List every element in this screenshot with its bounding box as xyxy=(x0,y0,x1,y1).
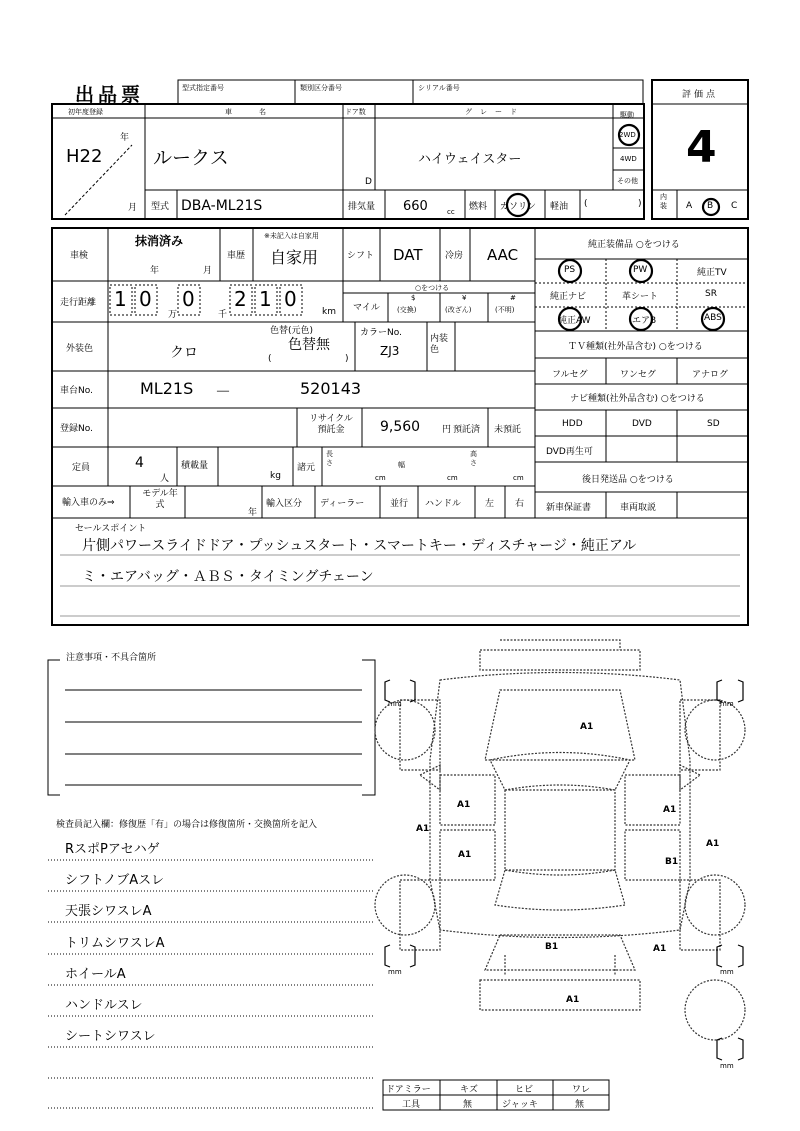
legend-tools: 工具 xyxy=(402,1100,421,1110)
damage-mark: A1 xyxy=(566,995,580,1005)
recycle-value: 9,560 xyxy=(380,419,421,435)
first-reg-label: 初年度登録 xyxy=(68,108,103,116)
damage-mark: A1 xyxy=(706,839,720,849)
equipment-item[interactable]: 純正AW xyxy=(558,316,591,326)
legend-jack-value: 無 xyxy=(575,1100,585,1110)
shift-value: DAT xyxy=(393,246,423,264)
import-label: 輸入車のみ⇒ xyxy=(62,498,115,508)
chassis-prefix: ML21S xyxy=(140,379,194,398)
inspector-item: ハンドルスレ xyxy=(65,998,143,1013)
capacity-label: 定員 xyxy=(72,463,91,473)
mileage-digit: 0 xyxy=(284,287,297,311)
model-value: DBA-ML21S xyxy=(181,198,263,214)
mileage-digit: 0 xyxy=(139,287,152,311)
damage-mark: B1 xyxy=(665,857,679,867)
height-unit: cm xyxy=(513,474,524,482)
later-item[interactable]: 車両取説 xyxy=(620,503,657,513)
recycle-not-deposited[interactable]: 未預託 xyxy=(494,425,522,435)
inspector-item: RスポPアセハゲ xyxy=(65,842,160,857)
disp-label: 排気量 xyxy=(348,202,376,212)
interior-a[interactable]: A xyxy=(686,201,693,211)
damage-mark: A1 xyxy=(663,805,677,815)
first-reg-era: H22 xyxy=(66,146,103,167)
inspector-item: ホイールA xyxy=(65,967,126,982)
recycle-unit: 円 xyxy=(442,425,452,435)
equipment-title: 純正装備品 ○をつける xyxy=(588,240,680,250)
handle-label: ハンドル xyxy=(425,499,462,509)
navi-item[interactable]: SD xyxy=(707,419,720,429)
import-class-label: 輸入区分 xyxy=(266,499,303,509)
chassis-dash: － xyxy=(215,382,232,401)
tv-item[interactable]: ワンセグ xyxy=(620,370,657,380)
first-reg-year-unit: 年 xyxy=(120,133,130,143)
drive-label: 駆動 xyxy=(620,111,634,119)
mileage-digit: 1 xyxy=(114,287,127,311)
navi-item[interactable]: DVD xyxy=(632,419,652,429)
drive-2wd[interactable]: 2WD xyxy=(619,131,636,139)
score-value: 4 xyxy=(686,122,717,173)
door-label: ドア数 xyxy=(345,108,366,116)
repaint-label: 色替(元色) xyxy=(270,326,314,336)
grade-value: ハイウェイスター xyxy=(418,152,522,167)
interior-c[interactable]: C xyxy=(731,201,738,211)
fuel-label: 燃料 xyxy=(469,202,488,212)
equipment-item[interactable]: SR xyxy=(705,289,717,299)
shaken-year-unit: 年 xyxy=(150,266,160,276)
fuel-gasoline[interactable]: ガソリン xyxy=(500,202,537,212)
tv-title: ＴＶ種類(社外品含む) ○をつける xyxy=(568,342,703,352)
interior-b[interactable]: B xyxy=(707,201,714,211)
mileage-tamper[interactable]: (改ざん) xyxy=(445,306,472,314)
tv-item[interactable]: アナログ xyxy=(692,370,729,380)
chassis-number: 520143 xyxy=(300,379,362,398)
drive-other[interactable]: その他 xyxy=(617,177,638,185)
equipment-item[interactable]: エアB xyxy=(632,316,657,326)
mileage-unknown[interactable]: (不明) xyxy=(495,306,515,314)
mileage-man: 万 xyxy=(168,310,178,320)
shaken-label: 車検 xyxy=(70,251,89,261)
handle-left[interactable]: 左 xyxy=(485,499,495,509)
car-name-label: 車 名 xyxy=(225,108,276,116)
katashiki-label: 型式指定番号 xyxy=(182,84,224,92)
mileage-sen: 千 xyxy=(218,310,228,320)
grade-label: グレード xyxy=(465,108,525,116)
inspector-item: 天張シワスレA xyxy=(65,904,152,919)
color-value: クロ xyxy=(170,345,198,361)
shift-label: シフト xyxy=(347,251,375,261)
mileage-exchange[interactable]: (交換) xyxy=(397,306,417,314)
load-unit: kg xyxy=(270,471,281,481)
door-unit: D xyxy=(365,177,372,187)
equipment-item[interactable]: 純正ナビ xyxy=(550,292,587,302)
mileage-digit: 0 xyxy=(182,287,195,311)
damage-mark: A1 xyxy=(580,722,594,732)
mm-label: mm xyxy=(720,1062,734,1070)
damage-mark: A1 xyxy=(457,800,471,810)
inspector-item: シートシワスレ xyxy=(65,1029,156,1044)
interior-label: 内装 xyxy=(660,193,667,210)
repaint-paren-open: ( xyxy=(268,354,272,364)
navi-title: ナビ種類(社外品含む) ○をつける xyxy=(570,394,705,404)
legend-ware: ワレ xyxy=(572,1085,591,1095)
mileage-unknown-symbol: # xyxy=(510,294,516,302)
equipment-item[interactable]: PW xyxy=(633,265,648,275)
height-label: 高さ xyxy=(470,450,477,467)
car-diagram xyxy=(375,640,745,1040)
capacity-unit: 人 xyxy=(160,474,170,484)
mileage-label: 走行距離 xyxy=(60,298,97,308)
import-dealer[interactable]: ディーラー xyxy=(320,499,365,509)
model-year-unit: 年 xyxy=(248,508,258,518)
mileage-digit: 2 xyxy=(234,287,247,311)
sales-line-1: 片側パワースライドドア・プッシュスタート・スマートキー・ディスチャージ・純正アル xyxy=(82,538,637,554)
equipment-item[interactable]: ABS xyxy=(704,313,722,323)
color-no-label: カラーNo. xyxy=(360,328,402,338)
first-reg-month-unit: 月 xyxy=(128,203,138,213)
navi-item[interactable]: HDD xyxy=(562,419,583,429)
repaint-value: 色替無 xyxy=(288,337,330,353)
mm-label: mm xyxy=(388,968,402,976)
sales-line-2: ミ・エアバッグ・ＡＢＳ・タイミングチェーン xyxy=(82,569,374,585)
mileage-mark-title: ○をつける xyxy=(415,284,450,292)
mileage-exchange-symbol: $ xyxy=(411,294,416,302)
ruibetsu-label: 類別区分番号 xyxy=(300,84,342,92)
equipment-item[interactable]: 純正TV xyxy=(697,268,727,278)
recycle-label: リサイクル預託金 xyxy=(309,414,353,435)
chassis-label: 車台No. xyxy=(60,386,93,396)
registration-label: 登録No. xyxy=(60,424,93,434)
legend-door-mirror: ドアミラー xyxy=(386,1085,431,1095)
dims-label: 諸元 xyxy=(297,463,316,473)
mileage-tamper-symbol: ¥ xyxy=(462,294,467,302)
legend-hibi: ヒビ xyxy=(515,1085,534,1095)
mileage-mile[interactable]: マイル xyxy=(353,303,380,313)
tv-item[interactable]: フルセグ xyxy=(552,370,588,380)
width-unit: cm xyxy=(447,474,458,482)
fuel-paren-close: ) xyxy=(638,199,642,209)
damage-mark: A1 xyxy=(416,824,430,834)
model-label: 型式 xyxy=(151,202,170,212)
length-unit: cm xyxy=(375,474,386,482)
legend-kizu: キズ xyxy=(460,1085,478,1095)
mileage-digit: 1 xyxy=(259,287,272,311)
mm-label: mm xyxy=(388,700,402,708)
width-label: 幅 xyxy=(398,461,405,469)
mm-label: mm xyxy=(720,968,734,976)
recycle-deposited[interactable]: 預託済 xyxy=(453,425,481,435)
serial-label: シリアル番号 xyxy=(418,84,460,92)
drive-4wd[interactable]: 4WD xyxy=(620,155,637,163)
damage-mark: A1 xyxy=(458,850,472,860)
damage-mark: B1 xyxy=(545,942,559,952)
load-label: 積載量 xyxy=(181,461,209,471)
legend-tools-value: 無 xyxy=(463,1100,473,1110)
import-parallel[interactable]: 並行 xyxy=(390,499,409,509)
shaken-month-unit: 月 xyxy=(203,266,213,276)
score-label: 評価点 xyxy=(682,90,719,100)
navi-item[interactable]: DVD再生可 xyxy=(546,447,593,457)
ac-value: AAC xyxy=(487,246,519,264)
fuel-light-oil[interactable]: 軽油 xyxy=(550,202,569,212)
damage-mark: A1 xyxy=(653,944,667,954)
capacity-value: 4 xyxy=(135,455,144,471)
inspector-label: 検査員記入欄：修復歴「有」の場合は修復箇所・交換箇所を記入 xyxy=(56,820,318,830)
later-item[interactable]: 新車保証書 xyxy=(546,503,592,513)
color-no-value: ZJ3 xyxy=(380,344,400,358)
ac-label: 冷房 xyxy=(445,251,464,261)
notes-label: 注意事項・不具合箇所 xyxy=(66,653,157,663)
inspector-item: トリムシワスレA xyxy=(65,936,165,951)
history-note: ※未記入は自家用 xyxy=(264,232,319,240)
model-year-label: モデル年式 xyxy=(142,489,178,510)
handle-right[interactable]: 右 xyxy=(515,499,525,509)
sales-label: セールスポイント xyxy=(75,524,147,534)
repaint-paren-close: ) xyxy=(345,354,349,364)
mileage-km: km xyxy=(322,307,336,317)
color-label: 外装色 xyxy=(66,344,94,354)
shaken-value: 抹消済み xyxy=(135,234,184,248)
disp-unit: cc xyxy=(447,208,455,216)
legend-jack: ジャッキ xyxy=(502,1100,538,1110)
mm-label: mm xyxy=(720,700,734,708)
car-name: ルークス xyxy=(153,147,229,169)
later-title: 後日発送品 ○をつける xyxy=(582,475,674,485)
length-label: 長さ xyxy=(326,450,333,467)
fuel-paren-open: ( xyxy=(584,199,588,209)
history-value: 自家用 xyxy=(270,248,319,267)
disp-value: 660 xyxy=(403,199,428,214)
form-title: 出品票 xyxy=(75,84,145,106)
interior-color-label: 内装色 xyxy=(430,334,449,355)
history-label: 車歴 xyxy=(227,251,246,261)
equipment-item[interactable]: PS xyxy=(564,265,576,275)
inspector-item: シフトノブAスレ xyxy=(65,873,165,888)
equipment-item[interactable]: 革シート xyxy=(622,292,659,302)
